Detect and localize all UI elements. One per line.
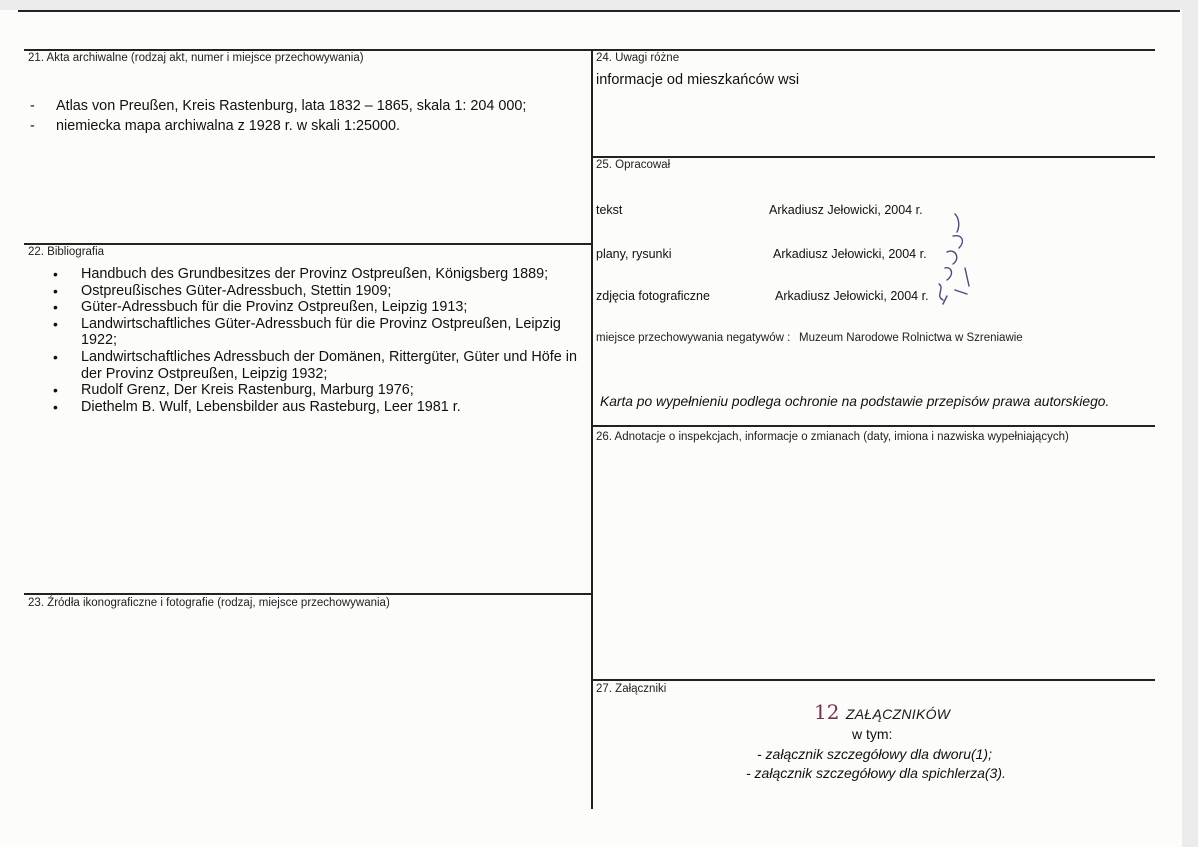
attachments-subheading: w tym: [852, 726, 893, 742]
attachments-heading: ZAŁĄCZNIKÓW [845, 706, 951, 722]
section-23-divider [24, 593, 592, 595]
bibliography-item-text: Rudolf Grenz, Der Kreis Rastenburg, Marburg 1976; [81, 382, 414, 399]
bullet-marker: • [53, 282, 58, 299]
bibliography-item-text: Diethelm B. Wulf, Lebensbilder aus Rasteburg, Leer 1981 r. [81, 398, 461, 415]
attachment-item: - załącznik szczegółowy dla dworu(1); [757, 746, 992, 762]
attachments-count: 12 [814, 700, 840, 724]
section-24-label: 24. Uwagi różne [596, 52, 680, 64]
bullet-marker: • [53, 348, 58, 365]
prepared-row-value: Arkadiusz Jełowicki, 2004 r. [769, 203, 923, 217]
section-21-label: 21. Akta archiwalne (rodzaj akt, numer i miejsce przechowywania) [28, 52, 364, 64]
bullet-marker: • [53, 266, 58, 282]
bibliography-item [30, 316, 586, 349]
dash-marker: - [30, 98, 35, 114]
copyright-note: Karta po wypełnieniu podlega ochronie na podstawie przepisów prawa autorskiego. [600, 394, 1110, 409]
bibliography-item [30, 299, 586, 316]
bullet-marker: • [53, 315, 58, 332]
bibliography-item-text: Güter-Adressbuch für die Provinz Ostpreußen, Leipzig 1913; [81, 299, 468, 316]
archive-item-text: Atlas von Preußen, Kreis Rastenburg, lata 1832 – 1865, skala 1: 204 000; [56, 98, 527, 114]
center-column-divider [591, 49, 593, 809]
section-22-divider [24, 243, 592, 245]
bibliography-item [30, 382, 586, 399]
bibliography-item-text: Landwirtschaftliches Güter-Adressbuch für die Provinz Ostpreußen, Leipzig 1922; [81, 315, 561, 349]
section-23-label: 23. Źródła ikonograficzne i fotografie (rodzaj, miejsce przechowywania) [28, 597, 390, 609]
section-27-label: 27. Załączniki [596, 683, 667, 695]
remarks-text: informacje od mieszkańców wsi [596, 72, 800, 88]
bibliography-item [30, 349, 586, 382]
prepared-row-name: tekst [596, 203, 623, 217]
bibliography-item [30, 266, 586, 283]
section-26-divider [591, 425, 1155, 427]
bibliography-item [30, 283, 586, 300]
archive-item [30, 96, 526, 116]
archive-item [30, 116, 526, 136]
prepared-row-name: zdjęcia fotograficzne [596, 289, 710, 303]
negatives-storage-value: Muzeum Narodowe Rolnictwa w Szreniawie [799, 332, 1023, 344]
bibliography-item-text: Landwirtschaftliches Adressbuch der Domänen, Rittergüter, Güter und Höfe in der Provinz Ostpreußen, Leipzig 1932; [81, 348, 577, 382]
signature-mark [925, 208, 985, 308]
section-26-label: 26. Adnotacje o inspekcjach, informacje o zmianach (daty, imiona i nazwiska wypełniających) [596, 431, 1069, 443]
bibliography-item-text: Ostpreußisches Güter-Adressbuch, Stettin 1909; [81, 282, 392, 299]
attachments-heading-line [814, 700, 950, 724]
archive-item-text: niemiecka mapa archiwalna z 1928 r. w skali 1:25000. [56, 118, 400, 134]
bibliography-item [30, 399, 586, 416]
top-border-line [18, 10, 1180, 12]
bullet-marker: • [53, 299, 58, 316]
prepared-row-name: plany, rysunki [596, 247, 672, 261]
right-scan-edge [1182, 0, 1198, 847]
section-25-divider [591, 156, 1155, 158]
section-22-label: 22. Bibliografia [28, 246, 105, 258]
negatives-storage-label: miejsce przechowywania negatywów : [596, 332, 791, 344]
bibliography-item-text: Handbuch des Grundbesitzes der Provinz Ostpreußen, Königsberg 1889; [81, 266, 549, 282]
prepared-row-value: Arkadiusz Jełowicki, 2004 r. [775, 289, 929, 303]
section-25-label: 25. Opracował [596, 159, 671, 171]
attachment-item: - załącznik szczegółowy dla spichlerza(3). [746, 765, 1006, 781]
top-scan-edge [0, 0, 1198, 10]
bullet-marker: • [53, 398, 58, 415]
header-divider-line [24, 49, 1155, 51]
prepared-row-value: Arkadiusz Jełowicki, 2004 r. [773, 247, 927, 261]
section-27-divider [591, 679, 1155, 681]
dash-marker: - [30, 118, 35, 134]
archive-list [30, 96, 526, 136]
bibliography-list [30, 266, 586, 415]
bullet-marker: • [53, 382, 58, 399]
